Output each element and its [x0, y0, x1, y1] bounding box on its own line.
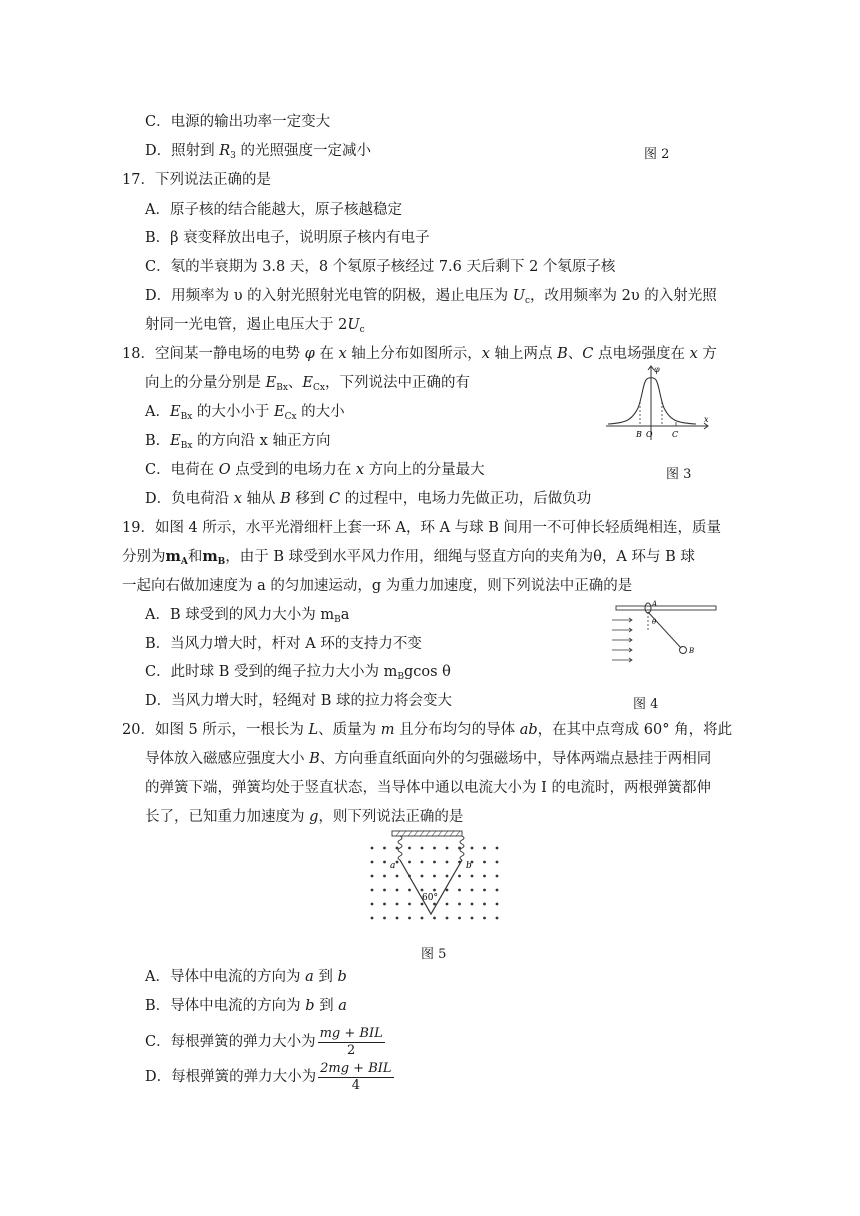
field-dot [421, 875, 424, 878]
field-dot [433, 903, 436, 906]
q17-option-d-line1: D．用频率为 υ 的入射光照射光电管的阴极，遏止电压为 $U_c$，改用频率为 2υ 的入射光照 [145, 288, 717, 306]
graph-label-angle: 60° [422, 893, 438, 903]
figure-5-caption: 图 5 [421, 947, 447, 962]
figure-3-caption: 图 3 [666, 467, 692, 482]
field-dot [433, 861, 436, 864]
q19-stem-line1: 19．如图 4 所示，水平光滑细杆上套一环 A，环 A 与球 B 间用一不可伸长轻质绳相连，质量 [122, 520, 722, 536]
field-dot [471, 889, 474, 892]
field-dot [396, 917, 399, 920]
field-dot [383, 861, 386, 864]
field-dot [383, 875, 386, 878]
q20-option-d: D．每根弹簧的弹力大小为 $\frac{\text{2mg + BIL}}{4}$ [145, 1060, 392, 1093]
field-dot [458, 917, 461, 920]
q20-option-b: B．导体中电流的方向为 b 到 a [145, 998, 347, 1014]
field-dot [383, 889, 386, 892]
field-dot [421, 889, 424, 892]
field-dot [446, 917, 449, 920]
field-dot [408, 847, 411, 850]
field-dot [458, 861, 461, 864]
field-dot [483, 847, 486, 850]
graph-label-b: B [689, 647, 695, 655]
field-dot [496, 917, 499, 920]
field-dot [496, 847, 499, 850]
field-dot [471, 917, 474, 920]
graph-label-theta: θ [652, 618, 657, 626]
q20-stem-line3: 的弹簧下端，弹簧均处于竖直状态，当导体中通以电流大小为 I 的电流时，两根弹簧都伸 [145, 780, 711, 796]
q19-option-a: A．B 球受到的风力大小为 $m_Ba$ [145, 607, 350, 625]
field-dot [383, 847, 386, 850]
field-dot [371, 861, 374, 864]
field-dot [483, 917, 486, 920]
q19-option-b: B．当风力增大时，杆对 A 环的支持力不变 [145, 636, 422, 652]
field-dot [371, 875, 374, 878]
graph-label-a: A [652, 600, 658, 608]
q18-option-c: C．电荷在 O 点受到的电场力在 x 方向上的分量最大 [145, 462, 485, 478]
field-dot [433, 917, 436, 920]
q16-option-c: C．电源的输出功率一定变大 [145, 114, 331, 130]
field-dot [496, 861, 499, 864]
figure-3-potential-graph [600, 362, 716, 444]
field-dot [371, 847, 374, 850]
field-dot [408, 861, 411, 864]
graph-tick-b: B [636, 430, 642, 439]
field-dot [446, 861, 449, 864]
field-dot [483, 875, 486, 878]
field-dot [483, 889, 486, 892]
field-dot [408, 903, 411, 906]
field-dot [421, 903, 424, 906]
field-dot [408, 917, 411, 920]
field-dot [458, 875, 461, 878]
field-dot [458, 847, 461, 850]
figure-4-ring-ball-diagram [608, 598, 718, 670]
q19-stem-line3: 一起向右做加速度为 a 的匀加速运动，g 为重力加速度，则下列说法中正确的是 [122, 578, 633, 594]
field-dot [471, 875, 474, 878]
field-dot [483, 903, 486, 906]
field-dot [421, 861, 424, 864]
field-dot [471, 847, 474, 850]
graph-tick-c: C [672, 430, 679, 439]
q20-stem-line1: 20．如图 5 所示，一根长为 L、质量为 m 且分布均匀的导体 ab，在其中点弯成 60° 角，将此 [122, 722, 733, 738]
q17-stem: 17．下列说法正确的是 [122, 172, 271, 188]
field-dot [408, 889, 411, 892]
field-dot [396, 889, 399, 892]
field-dot [371, 903, 374, 906]
graph-label-a: a [390, 861, 396, 871]
q20-option-c: C．每根弹簧的弹力大小为 $\frac{\text{mg + BIL}}{2}$ [145, 1025, 383, 1058]
q17-option-c: C．氡的半衰期为 3.8 天，8 个氡原子核经过 7.6 天后剩下 2 个氡原子核 [145, 259, 616, 275]
field-dot [433, 847, 436, 850]
field-dot [408, 875, 411, 878]
q20-option-a: A．导体中电流的方向为 a 到 b [145, 969, 347, 985]
figure-2-caption: 图 2 [644, 147, 670, 162]
field-dot [433, 889, 436, 892]
field-dot [458, 903, 461, 906]
q18-option-d: D．负电荷沿 x 轴从 B 移到 C 的过程中，电场力先做正功，后做负功 [145, 491, 592, 507]
field-dot [446, 847, 449, 850]
field-dot [421, 847, 424, 850]
field-dot [496, 889, 499, 892]
field-dot [446, 875, 449, 878]
field-dot [496, 903, 499, 906]
q16-option-d: D．照射到 $R_3$ 的光照强度一定减小 [145, 143, 371, 161]
q20-stem-line4: 长了，已知重力加速度为 g，则下列说法正确的是 [145, 809, 464, 825]
graph-axis-phi: φ [654, 365, 660, 374]
field-dot [371, 889, 374, 892]
graph-tick-o: O [646, 430, 653, 439]
q20-stem-line2: 导体放入磁感应强度大小 B、方向垂直纸面向外的匀强磁场中，导体两端点悬挂于两相同 [145, 751, 712, 767]
q19-option-c: C．此时球 B 受到的绳子拉力大小为 $m_Bgcos$ θ [145, 664, 451, 682]
q18-option-a: A．$E_{Bx}$ 的大小小于 $E_{Cx}$ 的大小 [145, 404, 345, 422]
field-dot [483, 861, 486, 864]
field-dot [383, 903, 386, 906]
field-dot [371, 917, 374, 920]
field-dot [446, 889, 449, 892]
q18-option-b: B．$E_{Bx}$ 的方向沿 x 轴正方向 [145, 433, 331, 451]
field-dot [433, 875, 436, 878]
q19-option-d: D．当风力增大时，轻绳对 B 球的拉力将会变大 [145, 693, 452, 709]
q17-option-b: B．β 衰变释放出电子，说明原子核内有电子 [145, 230, 430, 246]
field-dot [471, 903, 474, 906]
field-dot [446, 903, 449, 906]
formula-c: $\frac{\text{mg + BIL}}{2}$ [319, 1025, 383, 1058]
field-dot [396, 903, 399, 906]
field-dot [383, 917, 386, 920]
field-dot [396, 861, 399, 864]
figure-5-conductor-diagram [358, 828, 502, 928]
q17-option-d-line2: 射同一光电管，遏止电压大于 $2U_c$ [145, 317, 365, 335]
q18-stem-line2: 向上的分量分别是 $E_{Bx}$、$E_{Cx}$，下列说法中正确的有 [145, 375, 470, 393]
field-dot [396, 847, 399, 850]
q17-option-a: A．原子核的结合能越大，原子核越稳定 [145, 202, 402, 218]
field-dot [421, 917, 424, 920]
q19-stem-line2: 分别为$m_A$和$m_B$，由于 B 球受到水平风力作用，细绳与竖直方向的夹角为θ，A 环与 B 球 [122, 548, 695, 567]
field-dot [396, 875, 399, 878]
field-dot [458, 889, 461, 892]
field-dot [496, 875, 499, 878]
q18-stem-line1: 18．空间某一静电场的电势 φ 在 x 轴上分布如图所示，x 轴上两点 B、C 点电场强度在 x 方 [122, 346, 717, 362]
figure-4-caption: 图 4 [633, 697, 659, 712]
formula-d: $\frac{\text{2mg + BIL}}{4}$ [320, 1060, 392, 1093]
graph-axis-x: x [704, 415, 709, 424]
graph-label-b: b [466, 861, 472, 871]
